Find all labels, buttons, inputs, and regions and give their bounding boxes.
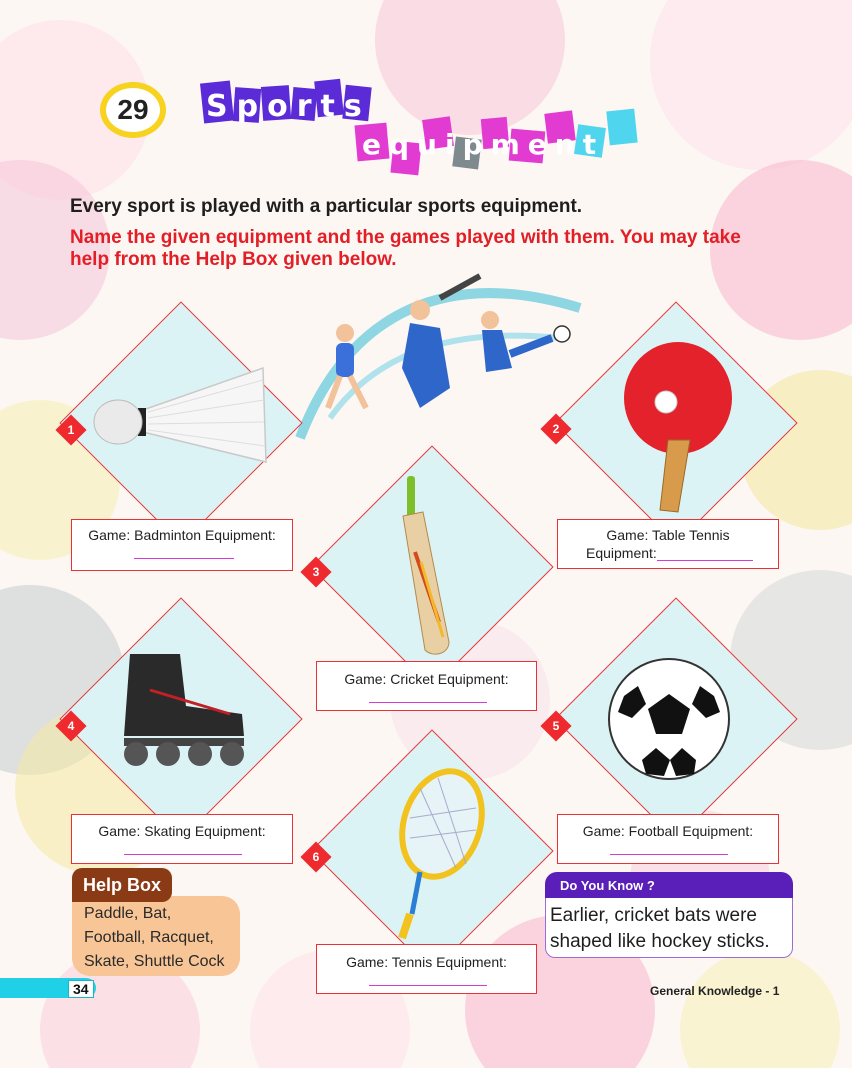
chapter-title xyxy=(196,72,666,182)
table-tennis-paddle-icon xyxy=(620,340,740,520)
title-word-2: equipment xyxy=(362,128,605,161)
item-2-answer-box xyxy=(557,519,779,569)
item-4-answer-box xyxy=(71,814,293,864)
do-you-know-line-2: shaped like hockey sticks. xyxy=(550,931,770,952)
do-you-know-title: Do You Know ? xyxy=(560,878,655,893)
item-4-label: Game: Skating Equipment: xyxy=(98,823,266,839)
cricket-bat-icon xyxy=(395,472,465,662)
title-word-1: Sports xyxy=(206,89,371,124)
item-5-answer-blank[interactable] xyxy=(610,854,728,855)
item-3-label: Game: Cricket Equipment: xyxy=(344,671,509,687)
item-2-answer-blank[interactable] xyxy=(657,560,753,561)
item-1-number: 1 xyxy=(67,423,75,437)
do-you-know-line-1: Earlier, cricket bats were xyxy=(550,905,757,926)
item-3-number: 3 xyxy=(312,565,320,579)
item-1-answer-box xyxy=(71,519,293,571)
intro-statement: Every sport is played with a particular sports equipment. xyxy=(70,196,583,217)
help-box-words xyxy=(84,902,244,974)
item-2-label-line1: Game: Table Tennis xyxy=(606,527,730,543)
book-title: General Knowledge - 1 xyxy=(650,984,780,998)
item-2-label-line2: Equipment: xyxy=(586,545,657,561)
item-6-answer-box xyxy=(316,944,537,994)
item-4-number: 4 xyxy=(67,719,75,733)
item-5-number: 5 xyxy=(552,719,560,733)
help-box-line-3: Skate, Shuttle Cock xyxy=(84,953,225,970)
help-box-line-1: Paddle, Bat, xyxy=(84,905,172,922)
item-3-answer-box xyxy=(316,661,537,711)
chapter-number: 29 xyxy=(100,82,166,138)
item-3-answer-blank[interactable] xyxy=(369,702,487,703)
page-number: 34 xyxy=(68,980,94,998)
item-4-answer-blank[interactable] xyxy=(124,854,242,855)
help-box-title: Help Box xyxy=(72,868,172,902)
football-icon xyxy=(606,656,732,782)
help-box-line-2: Football, Racquet, xyxy=(84,929,214,946)
item-2-number: 2 xyxy=(552,422,560,436)
tennis-racquet-icon xyxy=(380,768,490,943)
inline-skate-icon xyxy=(110,650,250,770)
item-1-answer-blank[interactable] xyxy=(134,558,234,559)
item-5-label: Game: Football Equipment: xyxy=(582,823,754,839)
item-1-label: Game: Badminton Equipment: xyxy=(88,527,276,543)
item-5-answer-box xyxy=(557,814,779,864)
instruction-text: Name the given equipment and the games played with them. You may take help from the Help Box given below. xyxy=(70,227,741,270)
do-you-know-text xyxy=(550,903,790,955)
item-6-label: Game: Tennis Equipment: xyxy=(346,954,507,970)
item-6-answer-blank[interactable] xyxy=(369,985,487,986)
shuttlecock-icon xyxy=(88,360,268,470)
item-6-number: 6 xyxy=(312,850,320,864)
